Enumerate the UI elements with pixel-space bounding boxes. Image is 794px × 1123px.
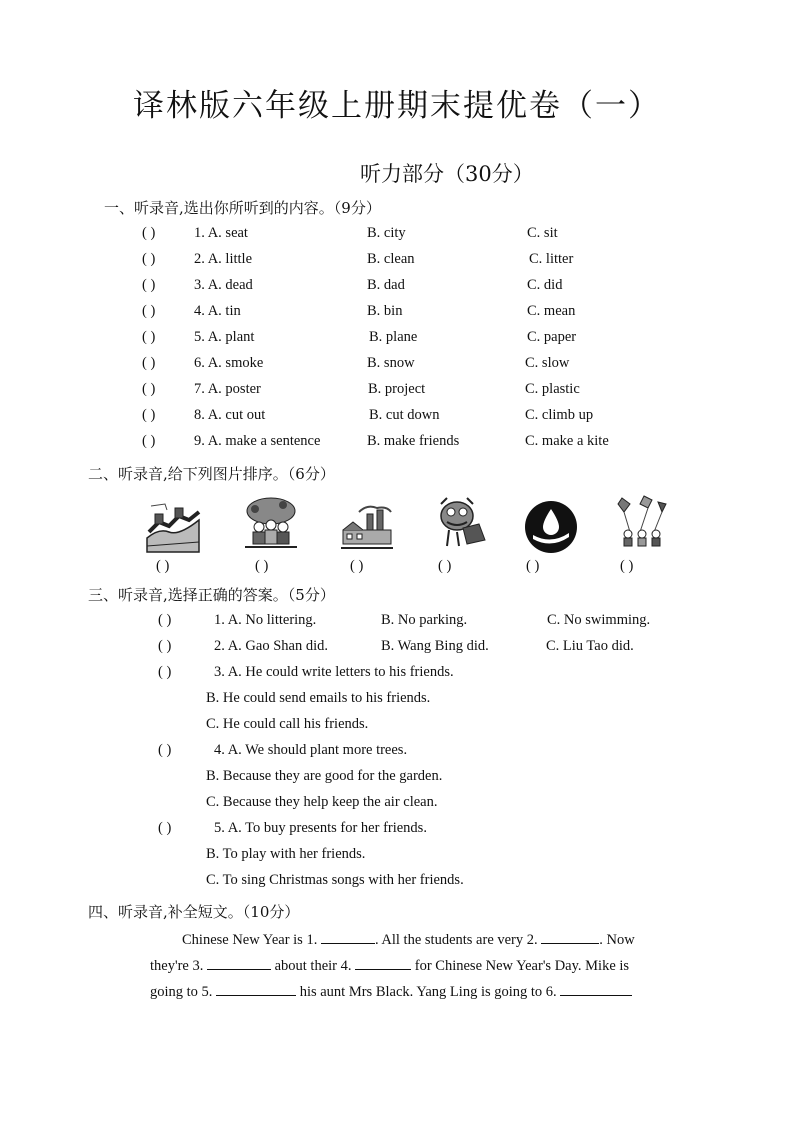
picture-answer-blank[interactable]: ( ) bbox=[438, 558, 452, 574]
passage-line-2 bbox=[150, 955, 629, 975]
option-a: 4. A. tin bbox=[194, 303, 241, 319]
list-item bbox=[142, 225, 248, 242]
option-a: 3. A. He could write letters to his friends. bbox=[214, 664, 454, 680]
option-b: B. snow bbox=[367, 355, 415, 371]
option-c: C. To sing Christmas songs with her friends. bbox=[206, 872, 464, 888]
option-b: B. project bbox=[368, 381, 426, 397]
option-b: B. Wang Bing did. bbox=[381, 638, 489, 654]
answer-blank[interactable]: ( ) bbox=[142, 433, 156, 449]
list-item bbox=[142, 329, 254, 346]
option-b: B. bin bbox=[367, 303, 403, 319]
section1-heading: 一、听录音,选出你所听到的内容。（9分） bbox=[104, 199, 381, 217]
fill-blank-5[interactable] bbox=[216, 981, 296, 996]
factory-smoke-icon bbox=[339, 500, 395, 556]
great-wall-icon bbox=[145, 498, 201, 554]
fill-blank-3[interactable] bbox=[207, 955, 271, 970]
section2-heading: 二、听录音,给下列图片排序。（6分） bbox=[88, 465, 335, 483]
answer-blank[interactable]: ( ) bbox=[142, 225, 156, 241]
option-b: B. No parking. bbox=[381, 612, 468, 628]
answer-blank[interactable]: ( ) bbox=[158, 638, 172, 654]
passage-text: . Now bbox=[599, 932, 635, 948]
passage-line-1 bbox=[182, 929, 635, 949]
option-a: 2. A. little bbox=[194, 251, 252, 267]
option-b: B. dad bbox=[367, 277, 405, 293]
picture-answer-blank[interactable]: ( ) bbox=[350, 558, 364, 574]
list-item bbox=[158, 742, 407, 759]
answer-blank[interactable]: ( ) bbox=[142, 251, 156, 267]
answer-blank[interactable]: ( ) bbox=[158, 742, 172, 758]
passage-text: going to 5. bbox=[150, 984, 217, 1000]
passage-text: . All the students are very 2. bbox=[374, 932, 542, 948]
option-c: C. sit bbox=[527, 225, 558, 241]
option-a: 6. A. smoke bbox=[194, 355, 264, 371]
option-b: B. To play with her friends. bbox=[206, 846, 366, 862]
answer-blank[interactable]: ( ) bbox=[142, 381, 156, 397]
flying-kites-icon bbox=[614, 494, 670, 550]
option-b: B. Because they are good for the garden. bbox=[206, 768, 443, 784]
option-c: C. Liu Tao did. bbox=[546, 638, 634, 654]
list-item bbox=[142, 277, 253, 294]
fill-blank-1[interactable] bbox=[321, 929, 375, 944]
option-a: 3. A. dead bbox=[194, 277, 253, 293]
option-c: C. slow bbox=[525, 355, 570, 371]
list-item bbox=[142, 251, 252, 268]
answer-blank[interactable]: ( ) bbox=[142, 407, 156, 423]
picture-answer-blank[interactable]: ( ) bbox=[156, 558, 170, 574]
fill-blank-4[interactable] bbox=[355, 955, 411, 970]
picture-answer-blank[interactable]: ( ) bbox=[255, 558, 269, 574]
option-c: C. No swimming. bbox=[547, 612, 651, 628]
passage-text: Chinese New Year is 1. bbox=[182, 932, 321, 948]
section3-heading: 三、听录音,选择正确的答案。（5分） bbox=[88, 586, 335, 604]
fill-blank-2[interactable] bbox=[541, 929, 599, 944]
answer-blank[interactable]: ( ) bbox=[142, 329, 156, 345]
fill-blank-6[interactable] bbox=[560, 981, 632, 996]
list-item bbox=[142, 433, 320, 450]
section4-heading: 四、听录音,补全短文。（10分） bbox=[88, 903, 300, 921]
option-c: C. He could call his friends. bbox=[206, 716, 369, 732]
option-b: B. cut down bbox=[369, 407, 440, 423]
option-a: 5. A. plant bbox=[194, 329, 255, 345]
option-c: C. plastic bbox=[525, 381, 580, 397]
option-c: C. paper bbox=[527, 329, 577, 345]
answer-blank[interactable]: ( ) bbox=[158, 612, 172, 628]
save-water-logo-icon bbox=[523, 499, 579, 555]
option-a: 5. A. To buy presents for her friends. bbox=[214, 820, 427, 836]
passage-line-3 bbox=[150, 981, 632, 1001]
answer-blank[interactable]: ( ) bbox=[158, 664, 172, 680]
passage-text: his aunt Mrs Black. Yang Ling is going to 6. bbox=[296, 984, 561, 1000]
option-c: C. Because they help keep the air clean. bbox=[206, 794, 438, 810]
option-c: C. litter bbox=[529, 251, 574, 267]
children-picnic-icon bbox=[243, 495, 299, 551]
list-item bbox=[158, 820, 427, 837]
option-a: 1. A. seat bbox=[194, 225, 248, 241]
option-c: C. mean bbox=[527, 303, 576, 319]
list-item bbox=[142, 303, 241, 320]
option-b: B. plane bbox=[369, 329, 418, 345]
picture-answer-blank[interactable]: ( ) bbox=[620, 558, 634, 574]
listening-section-title: 听力部分（30分） bbox=[360, 162, 534, 186]
option-a: 7. A. poster bbox=[194, 381, 261, 397]
option-a: 8. A. cut out bbox=[194, 407, 266, 423]
list-item bbox=[158, 612, 316, 629]
list-item bbox=[158, 638, 328, 655]
option-b: B. city bbox=[367, 225, 406, 241]
option-a: 4. A. We should plant more trees. bbox=[214, 742, 408, 758]
option-b: B. He could send emails to his friends. bbox=[206, 690, 431, 706]
list-item bbox=[158, 664, 454, 681]
passage-text: about their 4. bbox=[270, 958, 356, 974]
answer-blank[interactable]: ( ) bbox=[142, 277, 156, 293]
page-title: 译林版六年级上册期末提优卷（一） bbox=[133, 88, 661, 124]
passage-text: for Chinese New Year's Day. Mike is bbox=[411, 958, 630, 974]
answer-blank[interactable]: ( ) bbox=[142, 355, 156, 371]
lion-dance-icon bbox=[433, 494, 489, 550]
picture-answer-blank[interactable]: ( ) bbox=[526, 558, 540, 574]
list-item bbox=[142, 381, 261, 398]
answer-blank[interactable]: ( ) bbox=[158, 820, 172, 836]
option-c: C. make a kite bbox=[525, 433, 609, 449]
option-b: B. clean bbox=[367, 251, 415, 267]
option-c: C. did bbox=[527, 277, 563, 293]
option-a: 1. A. No littering. bbox=[214, 612, 317, 628]
option-a: 9. A. make a sentence bbox=[194, 433, 321, 449]
option-c: C. climb up bbox=[525, 407, 594, 423]
option-a: 2. A. Gao Shan did. bbox=[214, 638, 328, 654]
answer-blank[interactable]: ( ) bbox=[142, 303, 156, 319]
list-item bbox=[142, 355, 263, 372]
option-b: B. make friends bbox=[367, 433, 460, 449]
list-item bbox=[142, 407, 265, 424]
passage-text: they're 3. bbox=[150, 958, 207, 974]
